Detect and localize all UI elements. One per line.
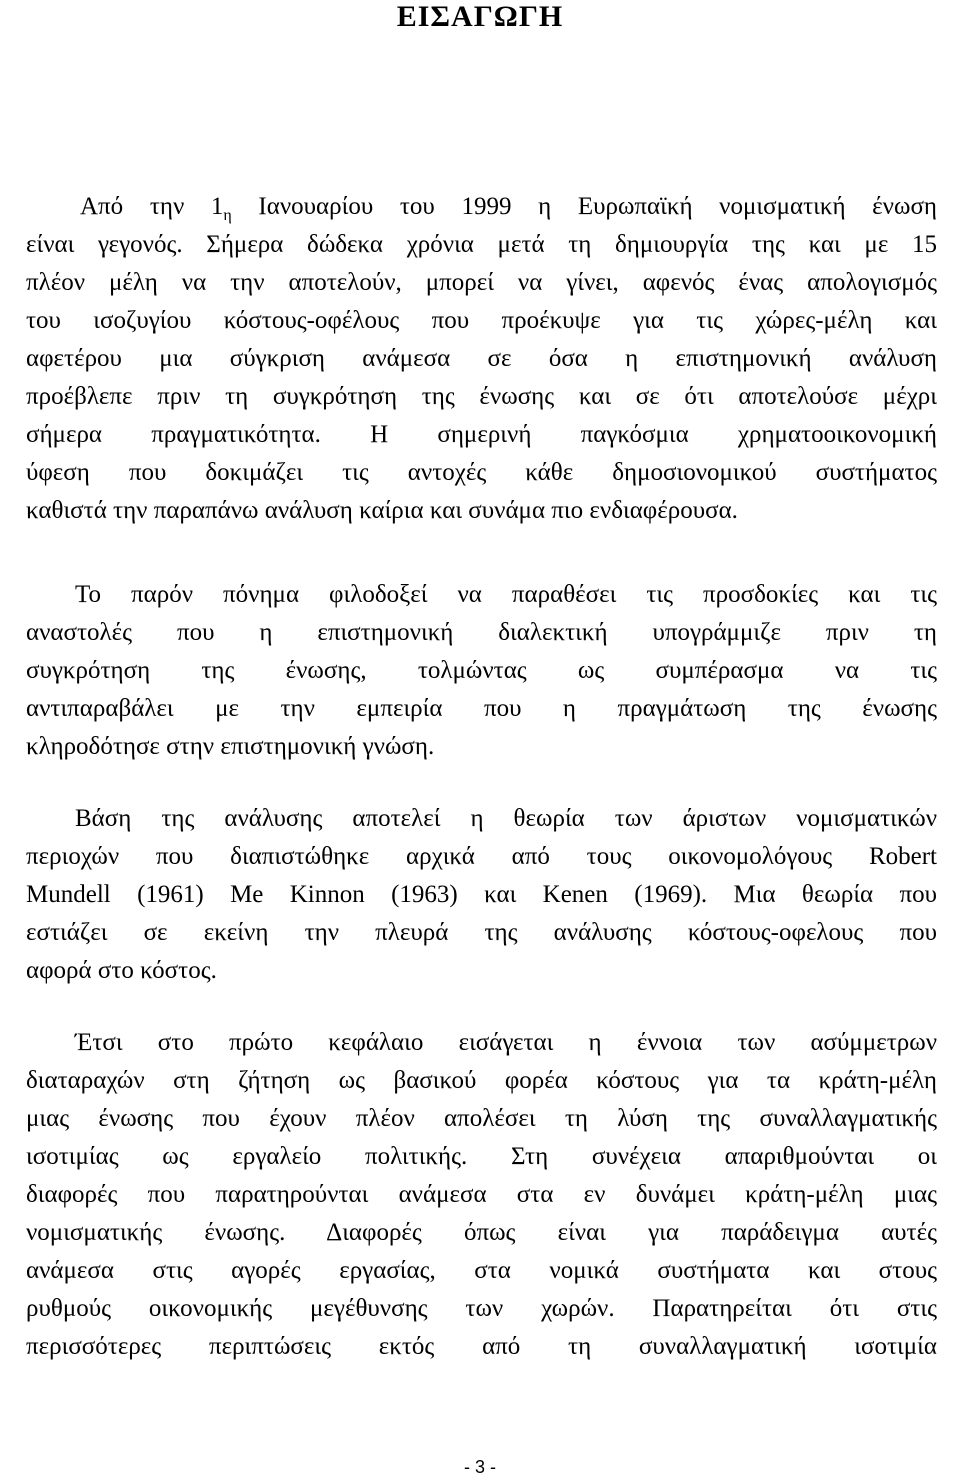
text-line: περιοχών που διαπιστώθηκε αρχικά από τους οικονομολόγους Robert	[26, 843, 937, 870]
text-line: ύφεση που δοκιμάζει τις αντοχές κάθε δημοσιονομικού συστήματος	[26, 459, 937, 486]
paragraph-4	[26, 1024, 937, 1366]
text-line: πλέον μέλη να την αποτελούν, μπορεί να γίνει, αφενός ένας απολογισμός	[26, 269, 937, 296]
paragraph-3	[26, 800, 937, 990]
paragraph-2	[26, 576, 937, 766]
text-line: συγκρότηση της ένωσης, τολμώντας ως συμπέρασμα να τις	[26, 657, 937, 684]
text-line: μιας ένωσης που έχουν πλέον απολέσει τη λύση της συναλλαγματικής	[26, 1105, 937, 1132]
text-line: εστιάζει σε εκείνη την πλευρά της ανάλυσης κόστους-οφελους που	[26, 919, 937, 946]
page-title: ΕΙΣΑΓΩΓΗ	[396, 0, 564, 33]
text-line: διαταραχών στη ζήτηση ως βασικού φορέα κόστους για τα κράτη-μέλη	[26, 1067, 937, 1094]
text-line: αφορά στο κόστος.	[26, 957, 217, 984]
text-line: σήμερα πραγματικότητα. Η σημερινή παγκόσμια χρηματοοικονομική	[26, 421, 937, 448]
text-line: κληροδότησε στην επιστημονική γνώση.	[26, 733, 435, 760]
text-line: του ισοζυγίου κόστους-οφέλους που προέκυψε για τις χώρες-μέλη και	[26, 307, 937, 334]
page-number: - 3 -	[463, 1457, 496, 1477]
text-line: ανάμεσα στις αγορές εργασίας, στα νομικά συστήματα και στους	[26, 1257, 937, 1284]
text-line: αναστολές που η επιστημονική διαλεκτική υπογράμμιζε πριν τη	[26, 619, 937, 646]
text-line: καθιστά την παραπάνω ανάλυση καίρια και συνάμα πιο ενδιαφέρουσα.	[26, 497, 738, 524]
text-fragment: Ιανουαρίου του 1999 η Ευρωπαϊκή νομισματική ένωση	[231, 193, 937, 220]
text-line: Έτσι στο πρώτο κεφάλαιο εισάγεται η έννοια των ασύμμετρων	[75, 1029, 937, 1056]
subscript: η	[223, 207, 232, 224]
text-line: διαφορές που παρατηρούνται ανάμεσα στα εν δυνάμει κράτη-μέλη μιας	[26, 1181, 937, 1208]
text-line: Βάση της ανάλυσης αποτελεί η θεωρία των άριστων νομισματικών	[75, 805, 937, 832]
paragraph-1-line-1	[26, 188, 937, 226]
text-line: ρυθμούς οικονομικής μεγέθυνσης των χωρών. Παρατηρείται ότι στις	[26, 1295, 937, 1322]
text-line: αντιπαραβάλει με την εμπειρία που η πραγμάτωση της ένωσης	[26, 695, 937, 722]
text-line: Mundell (1961) Me Kinnon (1963) και Kenen (1969). Μια θεωρία που	[26, 881, 937, 908]
text-line: προέβλεπε πριν τη συγκρότηση της ένωσης και σε ότι αποτελούσε μέχρι	[26, 383, 937, 410]
text-line: Το παρόν πόνημα φιλοδοξεί να παραθέσει τις προσδοκίες και τις	[75, 581, 937, 608]
text-line: νομισματικής ένωσης. Διαφορές όπως είναι για παράδειγμα αυτές	[26, 1219, 937, 1246]
text-line: ισοτιμίας ως εργαλείο πολιτικής. Στη συνέχεια απαριθμούνται οι	[26, 1143, 937, 1170]
text-fragment: Από την 1	[80, 193, 224, 220]
text-line: είναι γεγονός. Σήμερα δώδεκα χρόνια μετά τη δημιουργία της και με 15	[26, 231, 937, 258]
paragraph-1	[26, 188, 937, 530]
text-line: περισσότερες περιπτώσεις εκτός από τη συναλλαγματική ισοτιμία	[26, 1333, 937, 1360]
text-line: αφετέρου μια σύγκριση ανάμεσα σε όσα η επιστημονική ανάλυση	[26, 345, 937, 372]
